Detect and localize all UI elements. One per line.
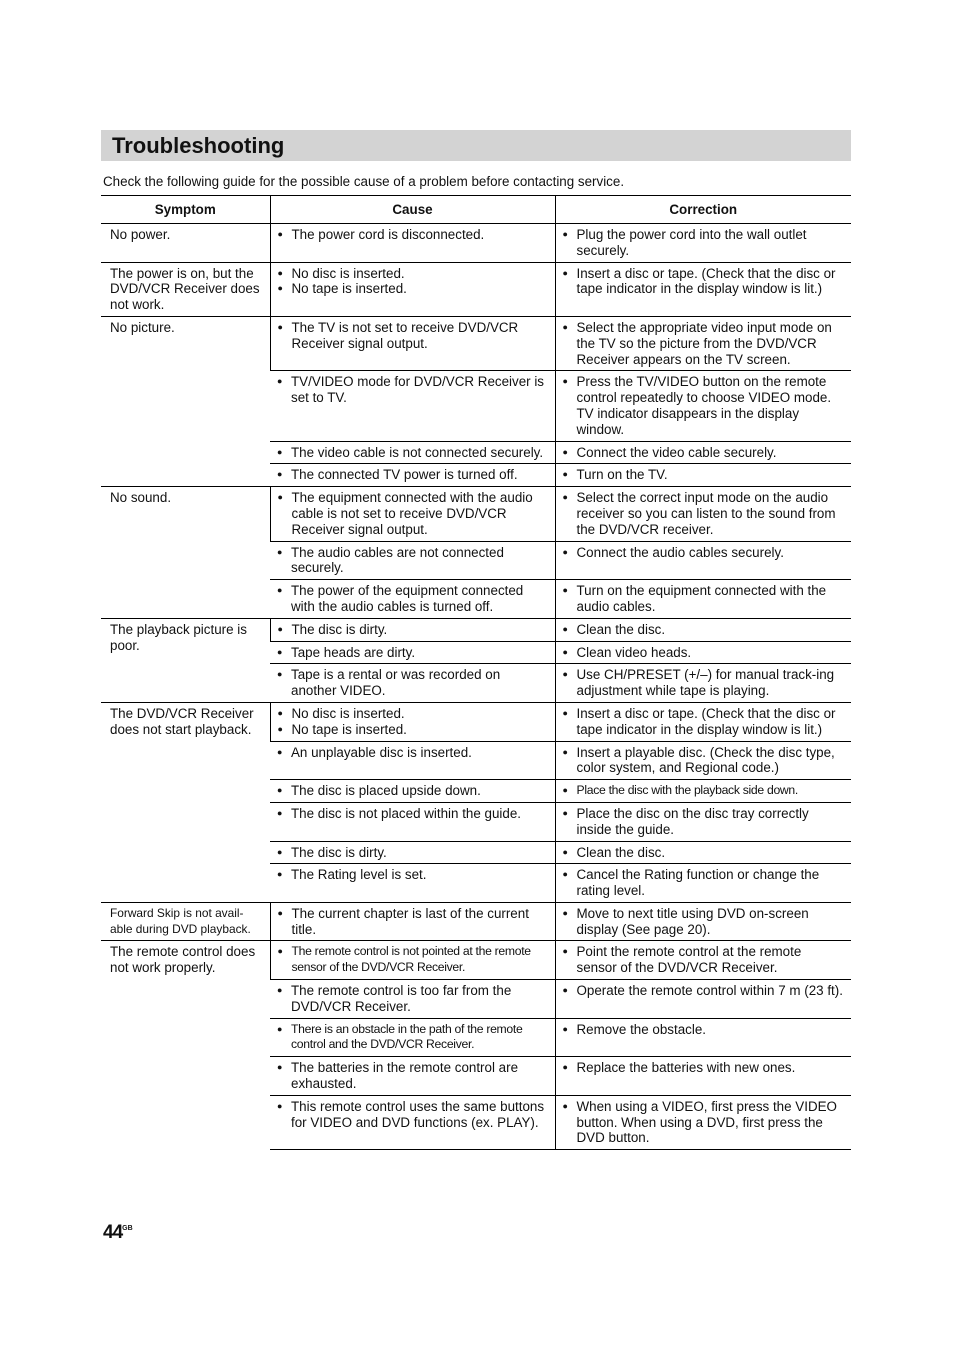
bullet-icon: ●	[277, 446, 283, 457]
correction-cell	[555, 1057, 851, 1096]
cause-text: The connected TV power is turned off.	[291, 467, 518, 483]
symptom-cell	[101, 316, 270, 486]
cause-cell	[270, 541, 555, 580]
correction-cell	[555, 802, 851, 841]
symptom-text: The remote control does not work properly.	[110, 944, 256, 976]
symptom-cell	[101, 224, 270, 263]
cause-cell	[270, 941, 555, 980]
cause-text: The TV is not set to receive DVD/VCR Receiver signal output.	[291, 319, 519, 351]
correction-item	[562, 227, 846, 259]
bullet-icon: ●	[277, 229, 283, 239]
correction-text: Replace the batteries with new ones.	[576, 1060, 796, 1076]
correction-cell	[555, 371, 851, 441]
symptom-text: The power is on, but the DVD/VCR Receiver does not work.	[110, 265, 260, 313]
cause-cell	[270, 864, 555, 903]
cause-cell	[270, 487, 555, 541]
bullet-icon: ●	[277, 492, 283, 503]
table-row	[101, 702, 851, 741]
correction-item	[562, 644, 846, 661]
cause-text: An unplayable disc is inserted.	[291, 744, 472, 760]
bullet-icon: ●	[562, 267, 568, 278]
cause-cell	[270, 641, 555, 664]
bullet-icon: ●	[277, 321, 283, 332]
correction-cell	[555, 464, 851, 487]
bullet-icon: ●	[277, 723, 283, 734]
bullet-icon: ●	[562, 1100, 568, 1111]
cause-text: The disc is not placed within the guide.	[291, 805, 522, 821]
cause-cell	[270, 841, 555, 864]
correction-cell	[555, 641, 851, 664]
cause-cell	[270, 1057, 555, 1096]
cause-text: This remote control uses the same buttons for VIDEO and DVD functions (ex. PLAY).	[291, 1098, 545, 1130]
correction-item	[562, 467, 846, 483]
correction-item	[562, 867, 846, 899]
cause-item	[277, 490, 549, 537]
correction-text: When using a VIDEO, first press the VIDEO button. When using a DVD, first press the DVD button.	[576, 1098, 837, 1146]
table-row	[101, 262, 851, 316]
bullet-icon: ●	[562, 1023, 568, 1034]
cause-cell	[270, 980, 555, 1019]
correction-cell	[555, 864, 851, 903]
correction-item	[562, 621, 846, 638]
correction-item	[562, 544, 846, 561]
correction-item	[562, 705, 846, 738]
header-symptom: Symptom	[101, 196, 270, 224]
cause-item	[277, 867, 549, 883]
bullet-icon: ●	[562, 623, 568, 634]
cause-text: The power cord is disconnected.	[291, 227, 485, 242]
cause-text: The remote control is not pointed at the remote sensor of the DVD/VCR Receiver.	[291, 944, 531, 975]
title-bar	[101, 130, 851, 161]
correction-item	[562, 1021, 846, 1038]
table-row	[101, 316, 851, 370]
cause-text: The disc is placed upside down.	[291, 783, 481, 799]
correction-cell	[555, 780, 851, 803]
cause-text: No disc is inserted.	[291, 705, 405, 721]
bullet-icon: ●	[277, 807, 283, 818]
cause-item	[277, 983, 549, 1015]
troubleshooting-table	[101, 195, 851, 1150]
bullet-icon: ●	[562, 707, 568, 718]
cause-text: The disc is dirty.	[291, 621, 388, 637]
cause-item	[277, 805, 549, 822]
cause-item	[277, 721, 549, 738]
cause-item	[277, 621, 549, 638]
correction-text: Insert a disc or tape. (Check that the disc or tape indicator in the display window is lit.)	[576, 705, 836, 737]
correction-cell	[555, 580, 851, 619]
correction-text: Operate the remote control within 7 m (23 ft).	[576, 983, 843, 999]
cause-item	[277, 667, 549, 699]
correction-item	[562, 319, 846, 367]
cause-item	[277, 444, 549, 461]
bullet-icon: ●	[562, 546, 568, 557]
page-number-value: 44	[103, 1222, 123, 1243]
bullet-icon: ●	[562, 376, 568, 387]
cause-text: The disc is dirty.	[291, 844, 387, 860]
correction-item	[562, 905, 846, 938]
table-row	[101, 224, 851, 263]
correction-cell	[555, 664, 851, 703]
bullet-icon: ●	[277, 907, 283, 918]
cause-item	[277, 744, 549, 761]
symptom-cell	[101, 941, 270, 1150]
bullet-icon: ●	[277, 985, 283, 996]
correction-text: Remove the obstacle.	[576, 1021, 707, 1037]
bullet-icon: ●	[277, 669, 283, 680]
cause-text: The video cable is not connected securely.	[291, 444, 544, 460]
cause-text: No tape is inserted.	[291, 281, 407, 297]
correction-text: Turn on the TV.	[576, 467, 668, 483]
correction-text: Insert a disc or tape. (Check that the disc or tape indicator in the display window is lit.)	[576, 265, 836, 297]
cause-cell	[270, 441, 555, 464]
correction-cell	[555, 441, 851, 464]
symptom-cell	[101, 618, 270, 702]
cause-cell	[270, 780, 555, 803]
symptom-text: No sound.	[110, 490, 172, 506]
bullet-icon: ●	[277, 869, 283, 880]
bullet-icon: ●	[562, 492, 568, 503]
correction-text: Plug the power cord into the wall outlet securely.	[576, 227, 807, 258]
symptom-text: No power.	[110, 227, 171, 242]
correction-cell	[555, 902, 851, 941]
bullet-icon: ●	[277, 1062, 283, 1073]
correction-cell	[555, 618, 851, 641]
cause-cell	[270, 580, 555, 619]
symptom-text: The playback picture is poor.	[110, 621, 247, 653]
cause-cell	[270, 262, 555, 316]
cause-text: The power of the equipment connected with the audio cables is turned off.	[291, 583, 524, 614]
correction-cell	[555, 1095, 851, 1149]
bullet-icon: ●	[277, 846, 283, 857]
correction-item	[562, 667, 846, 699]
bullet-icon: ●	[277, 623, 283, 634]
page-title: Troubleshooting	[112, 133, 285, 158]
correction-cell	[555, 316, 851, 370]
cause-item	[277, 374, 549, 406]
cause-cell	[270, 802, 555, 841]
correction-cell	[555, 262, 851, 316]
symptom-cell	[101, 702, 270, 902]
symptom-cell	[101, 262, 270, 316]
cause-item	[277, 583, 549, 615]
cause-cell	[270, 618, 555, 641]
correction-cell	[555, 702, 851, 741]
bullet-icon: ●	[277, 1100, 283, 1111]
header-correction: Correction	[555, 196, 851, 224]
bullet-icon: ●	[562, 646, 568, 657]
cause-text: Tape heads are dirty.	[291, 644, 416, 660]
correction-text: Select the correct input mode on the audio receiver so you can listen to the sound from the DVD/VCR receiver.	[576, 490, 836, 537]
bullet-icon: ●	[562, 446, 568, 457]
symptom-cell	[101, 902, 270, 941]
bullet-icon: ●	[277, 546, 283, 557]
bullet-icon: ●	[277, 707, 283, 718]
cause-item	[277, 783, 549, 799]
correction-cell	[555, 741, 851, 780]
correction-item	[562, 805, 846, 838]
correction-item	[562, 983, 846, 999]
cause-text: No tape is inserted.	[291, 721, 407, 737]
cause-item	[277, 1021, 549, 1054]
table-row	[101, 941, 851, 980]
correction-text: Clean the disc.	[576, 621, 666, 637]
correction-text: Point the remote control at the remote sensor of the DVD/VCR Receiver.	[576, 944, 802, 976]
correction-item	[562, 1098, 846, 1146]
cause-item	[277, 844, 549, 861]
cause-text: The current chapter is last of the current title.	[291, 905, 529, 937]
correction-cell	[555, 841, 851, 864]
cause-item	[277, 944, 549, 976]
cause-cell	[270, 664, 555, 703]
bullet-icon: ●	[562, 807, 568, 818]
correction-item	[562, 444, 846, 461]
correction-cell	[555, 1018, 851, 1057]
bullet-icon: ●	[277, 746, 283, 757]
correction-item	[562, 1060, 846, 1076]
bullet-icon: ●	[562, 585, 568, 596]
table-row	[101, 902, 851, 941]
cause-cell	[270, 702, 555, 741]
table-body	[101, 224, 851, 1150]
correction-text: Select the appropriate video input mode on the TV so the picture from the DVD/VCR Receiver appears on the TV screen.	[576, 319, 832, 367]
correction-cell	[555, 224, 851, 263]
cause-text: The Rating level is set.	[291, 867, 427, 883]
page-number	[103, 1222, 133, 1244]
correction-item	[562, 944, 846, 976]
correction-item	[562, 374, 846, 437]
table-row	[101, 487, 851, 541]
cause-cell	[270, 464, 555, 487]
correction-cell	[555, 941, 851, 980]
cause-text: The equipment connected with the audio cable is not set to receive DVD/VCR Receiver signal output.	[291, 490, 533, 537]
correction-cell	[555, 487, 851, 541]
bullet-icon: ●	[562, 321, 568, 332]
bullet-icon: ●	[277, 469, 283, 480]
cause-item	[277, 319, 549, 352]
bullet-icon: ●	[277, 267, 283, 278]
correction-text: Place the disc with the playback side down.	[576, 783, 799, 798]
table-header-row	[101, 196, 851, 224]
correction-text: Move to next title using DVD on-screen display (See page 20).	[576, 905, 809, 937]
correction-text: Connect the video cable securely.	[576, 444, 777, 460]
cause-item	[277, 281, 549, 297]
bullet-icon: ●	[562, 746, 568, 757]
bullet-icon: ●	[562, 785, 568, 796]
bullet-icon: ●	[562, 985, 568, 996]
correction-item	[562, 265, 846, 298]
cause-text: Tape is a rental or was recorded on another VIDEO.	[291, 667, 501, 699]
cause-item	[277, 467, 549, 483]
correction-text: Insert a playable disc. (Check the disc type, color system, and Regional code.)	[576, 744, 835, 776]
correction-item	[562, 744, 846, 777]
cause-item	[277, 705, 549, 722]
page-number-suffix: GB	[122, 1225, 133, 1232]
correction-cell	[555, 980, 851, 1019]
correction-text: Turn on the equipment connected with the audio cables.	[576, 583, 827, 614]
cause-item	[277, 227, 549, 243]
cause-text: No disc is inserted.	[291, 265, 405, 281]
correction-text: Use CH/PRESET (+/–) for manual track-ing adjustment while tape is playing.	[576, 667, 835, 699]
bullet-icon: ●	[562, 469, 568, 480]
cause-item	[277, 544, 549, 577]
correction-text: Cancel the Rating function or change the rating level.	[576, 867, 820, 899]
bullet-icon: ●	[562, 1062, 568, 1073]
correction-item	[562, 783, 846, 799]
bullet-icon: ●	[277, 1023, 283, 1034]
cause-item	[277, 644, 549, 661]
cause-item	[277, 1098, 549, 1131]
correction-text: Clean video heads.	[576, 644, 692, 660]
bullet-icon: ●	[562, 869, 568, 880]
cause-text: TV/VIDEO mode for DVD/VCR Receiver is set to TV.	[291, 374, 544, 406]
correction-text: Connect the audio cables securely.	[576, 544, 784, 560]
correction-text: Place the disc on the disc tray correctly inside the guide.	[576, 805, 809, 837]
cause-cell	[270, 1095, 555, 1149]
symptom-text: No picture.	[110, 319, 175, 335]
bullet-icon: ●	[562, 669, 568, 680]
cause-text: There is an obstacle in the path of the remote control and the DVD/VCR Receiver.	[291, 1021, 523, 1052]
symptom-cell	[101, 487, 270, 619]
cause-item	[277, 265, 549, 282]
correction-item	[562, 583, 846, 615]
bullet-icon: ●	[562, 846, 568, 857]
intro-text: Check the following guide for the possible cause of a problem before contacting service.	[103, 174, 625, 189]
correction-text: Press the TV/VIDEO button on the remote control repeatedly to choose VIDEO mode. TV indicator disappears in the display window.	[576, 374, 832, 437]
cause-item	[277, 1060, 549, 1092]
bullet-icon: ●	[277, 646, 283, 657]
cause-cell	[270, 902, 555, 941]
bullet-icon: ●	[562, 907, 568, 918]
cause-cell	[270, 741, 555, 780]
table-row	[101, 618, 851, 641]
cause-text: The batteries in the remote control are exhausted.	[291, 1060, 519, 1092]
bullet-icon: ●	[562, 946, 568, 957]
cause-cell	[270, 1018, 555, 1057]
cause-item	[277, 905, 549, 938]
bullet-icon: ●	[277, 376, 283, 387]
bullet-icon: ●	[562, 229, 568, 239]
bullet-icon: ●	[277, 785, 283, 796]
cause-cell	[270, 224, 555, 263]
cause-text: The remote control is too far from the DVD/VCR Receiver.	[291, 983, 512, 1014]
symptom-text: Forward Skip is not avail-able during DVD playback.	[110, 905, 251, 936]
correction-text: Clean the disc.	[576, 844, 666, 860]
bullet-icon: ●	[277, 946, 283, 957]
cause-text: The audio cables are not connected securely.	[291, 544, 504, 576]
bullet-icon: ●	[277, 585, 283, 596]
correction-item	[562, 844, 846, 861]
correction-item	[562, 490, 846, 537]
cause-cell	[270, 316, 555, 370]
cause-cell	[270, 371, 555, 441]
correction-cell	[555, 541, 851, 580]
symptom-text: The DVD/VCR Receiver does not start playback.	[110, 705, 254, 737]
bullet-icon: ●	[277, 283, 283, 294]
header-cause: Cause	[270, 196, 555, 224]
